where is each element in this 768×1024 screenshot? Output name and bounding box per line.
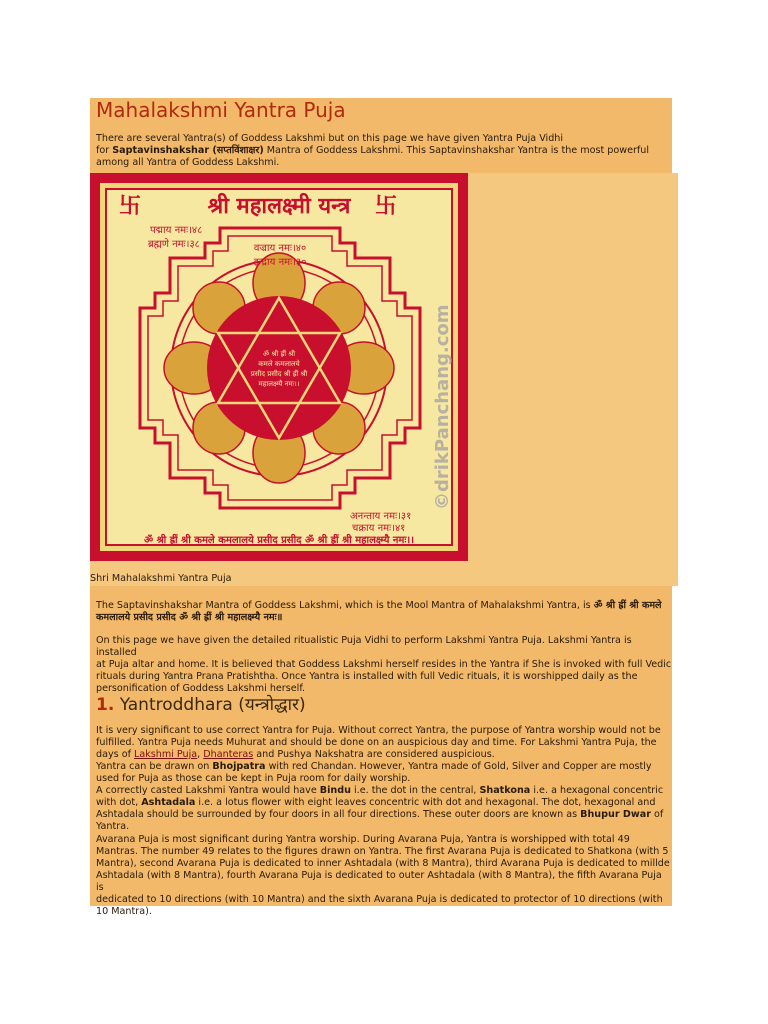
center-line-1: ॐ श्री ह्रीं श्री	[262, 350, 296, 358]
section-heading-1	[96, 692, 306, 715]
para3-line-3-mid: ,	[197, 749, 204, 760]
swastika-left-icon: 卐	[118, 194, 142, 219]
mool-mantra-bold-2: कमलालये प्रसीद प्रसीद ॐ श्री ह्रीं श्री महालक्ष्म्यै नमः॥	[96, 612, 283, 623]
paragraph-4	[96, 834, 672, 918]
top-center-1: वज्राय नमः।४०	[253, 243, 307, 254]
para4-line-6: 10 Mantra).	[96, 906, 152, 917]
shatkona-bold: Shatkona	[479, 785, 531, 796]
bottom-right-2: चक्राय नमः।४१	[352, 523, 406, 534]
corner-tl-1: पद्माय नमः।४८	[150, 225, 203, 236]
mool-mantra-pre: The Saptavinshakshar Mantra of Goddess Lakshmi, which is the Mool Mantra of Mahalakshmi Yantra, is	[96, 600, 594, 611]
para4-line-5: dedicated to 10 directions (with 10 Mantra) and the sixth Avarana Puja is dedicated to protector of 10 directions (with	[96, 894, 663, 905]
para3-line-4-pre: Yantra can be drawn on	[96, 761, 213, 772]
para3-line-5: used for Puja as those can be kept in Puja room for daily worship.	[96, 773, 411, 784]
para3-line-7-post: i.e. a lotus flower with eight leaves concentric with dot and hexagonal. The dot, hexagonal and	[195, 797, 656, 808]
intro-line-2-pre: for	[96, 145, 113, 156]
top-center-2: इन्द्राय नमः।३०	[253, 257, 307, 268]
para4-line-2: Mantras. The number 49 relates to the figures drawn on Yantra. The first Avarana Puja is dedicated to Shatkona (with 5	[96, 846, 669, 857]
para3-line-7-pre: with dot,	[96, 797, 142, 808]
watermark-text: ©drikPanchang.com	[432, 304, 453, 510]
mantra-name-bold: Saptavinshakshar (सप्तविंशाक्षर)	[112, 145, 264, 156]
paragraph-2	[96, 635, 672, 695]
center-line-4: महालक्ष्म्यै नमः।।	[258, 380, 300, 388]
para3-line-3-post: and Pushya Nakshatra are considered auspicious.	[253, 749, 495, 760]
center-line-3: प्रसीद प्रसीद श्री ह्रीं श्री	[250, 370, 308, 378]
paragraph-3	[96, 725, 672, 833]
para3-line-6-pre: A correctly casted Lakshmi Yantra would have	[96, 785, 320, 796]
yantra-image	[90, 173, 468, 561]
para2-line-2: at Puja altar and home. It is believed that Goddess Lakshmi herself resides in the Yantra if She is invoked with full Vedic	[96, 659, 672, 670]
mool-mantra-bold-1: ॐ श्री ह्रीं श्री कमले	[593, 600, 662, 611]
para3-line-8-pre: Ashtadala should be surrounded by four doors in all four directions. These outer doors are known as	[96, 809, 581, 820]
para4-line-1: Avarana Puja is most significant during Yantra worship. During Avarana Puja, Yantra is worshipped with total 49	[96, 834, 630, 845]
image-caption: Shri Mahalakshmi Yantra Puja	[90, 573, 232, 584]
inner-red-circle	[207, 296, 351, 440]
intro-paragraph	[96, 133, 672, 169]
corner-tl-2: ब्रह्मणे नमः।३८	[148, 239, 200, 250]
intro-line-3: among all Yantra of Goddess Lakshmi.	[96, 157, 280, 168]
para2-line-1: On this page we have given the detailed ritualistic Puja Vidhi to perform Lakshmi Yantra Puja. Lakshmi Yantra is installed	[96, 635, 632, 658]
bottom-mantra: ॐ श्री ह्रीं श्री कमले कमलालये प्रसीद प्रसीद ॐ श्री ह्रीं श्री महालक्ष्म्यै नमः।।	[143, 535, 415, 546]
watermark	[420, 190, 460, 520]
section-title: Yantroddhara (यन्त्रोद्धार)	[119, 695, 306, 715]
para3-line-6-post: i.e. a hexagonal concentric	[530, 785, 664, 796]
para3-line-3-pre: days of	[96, 749, 134, 760]
para2-line-3: rituals during Yantra Prana Pratishtha. Once Yantra is installed with full Vedic rituals, it is worshipped daily as the	[96, 671, 638, 682]
para3-line-6-mid: i.e. the dot in the central,	[350, 785, 480, 796]
center-line-2: कमले कमलालये	[258, 360, 300, 368]
para3-line-8-post: of	[650, 809, 664, 820]
swastika-right-icon: 卐	[374, 194, 398, 219]
para2-line-4: personification of Goddess Lakshmi herself.	[96, 683, 306, 694]
intro-line-2-post: Mantra of Goddess Lakshmi. This Saptavinshakshar Yantra is the most powerful	[263, 145, 650, 156]
ashtadala-bold: Ashtadala	[141, 797, 196, 808]
para3-line-9: Yantra.	[96, 821, 130, 832]
page-title: Mahalakshmi Yantra Puja	[96, 98, 346, 122]
bhojpatra-bold: Bhojpatra	[212, 761, 266, 772]
para3-line-2: fulfilled. Yantra Puja needs Muhurat and should be done on an auspicious day and time. For Lakshmi Yantra Puja, the	[96, 737, 657, 748]
para4-line-4: Ashtadala (with 8 Mantra), fourth Avarana Puja is dedicated to outer Ashtadala (with 8 Mantra), the fifth Avarana Puja is	[96, 870, 662, 893]
section-number: 1.	[96, 695, 115, 715]
dhanteras-link[interactable]: Dhanteras	[203, 749, 254, 760]
mool-mantra-paragraph	[96, 600, 672, 624]
para4-line-3: Mantra), second Avarana Puja is dedicated to inner Ashtadala (with 8 Mantra), third Avarana Puja is dedicated to millde	[96, 858, 670, 869]
bindu-bold: Bindu	[319, 785, 351, 796]
bottom-right-1: अनन्ताय नमः।३१	[350, 511, 412, 522]
lakshmi-puja-link[interactable]: Lakshmi Puja	[134, 749, 198, 760]
bhupur-dwar-bold: Bhupur Dwar	[580, 809, 651, 820]
yantra-header: श्री महालक्ष्मी यन्त्र	[207, 194, 351, 219]
para3-line-1: It is very significant to use correct Yantra for Puja. Without correct Yantra, the purpose of Yantra worship would not be	[96, 725, 661, 736]
intro-line-1: There are several Yantra(s) of Goddess Lakshmi but on this page we have given Yantra Puja Vidhi	[96, 133, 564, 144]
para3-line-4-post: with red Chandan. However, Yantra made of Gold, Silver and Copper are mostly	[265, 761, 652, 772]
